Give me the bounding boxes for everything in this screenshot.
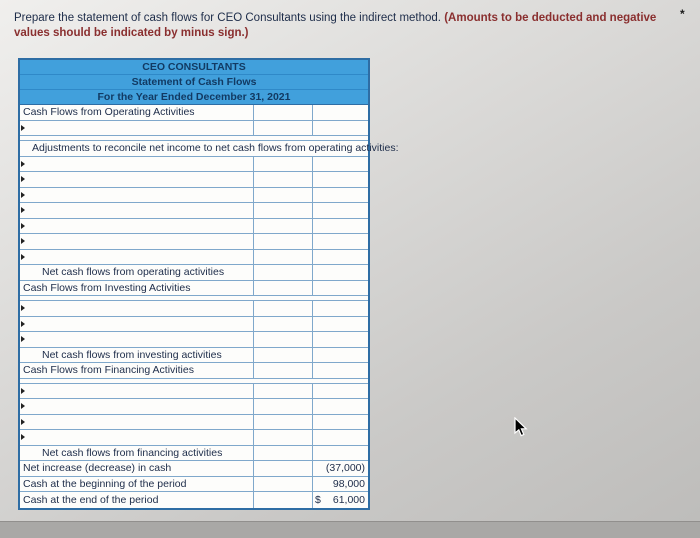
amount-cell-left (254, 265, 313, 280)
amount-cell-right[interactable] (313, 430, 368, 445)
row-label: Cash Flows from Operating Activities (23, 106, 195, 119)
amount-cell-right[interactable] (313, 415, 368, 430)
dropdown-arrow-icon (21, 125, 25, 131)
row-label-cell (20, 265, 254, 280)
dropdown-arrow-icon (21, 419, 25, 425)
amount-cell-right[interactable] (313, 250, 368, 265)
dropdown-arrow-icon (21, 161, 25, 167)
account-select-cell[interactable] (20, 317, 254, 332)
account-input-row (20, 203, 368, 219)
amount-cell-right[interactable] (313, 399, 368, 414)
row-label-cell (20, 141, 399, 156)
amount-cell-right (313, 446, 368, 461)
data-row (20, 492, 368, 508)
amount-cell-right[interactable] (313, 121, 368, 136)
amount-value: 61,000 (332, 493, 365, 506)
statement-period: For the Year Ended December 31, 2021 (20, 90, 368, 105)
cashflow-table-body (20, 105, 399, 508)
account-select-cell[interactable] (20, 172, 254, 187)
amount-value: 98,000 (332, 477, 365, 490)
dropdown-arrow-icon (21, 388, 25, 394)
row-label-cell (20, 446, 254, 461)
amount-cell-right[interactable] (313, 157, 368, 172)
row-label-cell (20, 363, 254, 378)
row-label-cell (20, 281, 254, 296)
amount-cell-left[interactable] (254, 415, 313, 430)
amount-cell-left[interactable] (254, 157, 313, 172)
cash-flow-statement-table (18, 58, 399, 510)
amount-cell-left[interactable] (254, 399, 313, 414)
row-label-cell (20, 477, 254, 492)
dropdown-arrow-icon (21, 305, 25, 311)
account-select-cell[interactable] (20, 250, 254, 265)
account-select-cell[interactable] (20, 234, 254, 249)
account-input-row (20, 172, 368, 188)
amount-cell-right (313, 348, 368, 363)
dropdown-arrow-icon (21, 254, 25, 260)
amount-cell-right[interactable] (313, 234, 368, 249)
row-label: Net cash flows from investing activities (42, 348, 222, 361)
subtotal-row (20, 348, 368, 364)
amount-cell-left (254, 446, 313, 461)
amount-cell-right (313, 492, 368, 508)
amount-cell-right[interactable] (313, 188, 368, 203)
account-input-row (20, 430, 368, 446)
amount-cell-left (254, 477, 313, 492)
footnote-marker: * (680, 7, 685, 21)
mouse-cursor-icon (514, 417, 530, 439)
label-row (20, 141, 399, 157)
amount-cell-left (254, 281, 313, 296)
amount-cell-left (254, 461, 313, 476)
account-select-cell[interactable] (20, 384, 254, 399)
amount-cell-left[interactable] (254, 121, 313, 136)
amount-cell-left (254, 105, 313, 120)
account-select-cell[interactable] (20, 203, 254, 218)
amount-cell-left[interactable] (254, 430, 313, 445)
amount-cell-left[interactable] (254, 250, 313, 265)
amount-cell-right (313, 105, 368, 120)
amount-cell-right[interactable] (313, 384, 368, 399)
amount-cell-right (313, 281, 368, 296)
amount-value: (37,000) (325, 462, 365, 475)
dropdown-arrow-icon (21, 336, 25, 342)
amount-cell-left[interactable] (254, 332, 313, 347)
amount-cell-right[interactable] (313, 317, 368, 332)
dropdown-arrow-icon (21, 434, 25, 440)
row-label-cell (20, 492, 254, 508)
account-select-cell[interactable] (20, 157, 254, 172)
amount-cell-right (313, 363, 368, 378)
section-row (20, 281, 368, 297)
row-label: Adjustments to reconcile net income to net cash flows from operating activities: (32, 142, 399, 155)
amount-cell-left[interactable] (254, 384, 313, 399)
amount-cell-right (313, 461, 368, 476)
account-select-cell[interactable] (20, 399, 254, 414)
dropdown-arrow-icon (21, 403, 25, 409)
row-label-cell (20, 348, 254, 363)
amount-cell-right (313, 477, 368, 492)
currency-symbol: $ (315, 493, 321, 506)
account-input-row (20, 301, 368, 317)
question-instructions (14, 11, 684, 41)
dropdown-arrow-icon (21, 238, 25, 244)
account-input-row (20, 415, 368, 431)
amount-cell-left[interactable] (254, 172, 313, 187)
amount-cell-left (254, 492, 313, 508)
account-input-row (20, 234, 368, 250)
account-select-cell[interactable] (20, 121, 254, 136)
section-row (20, 105, 368, 121)
amount-cell-right (313, 265, 368, 280)
instruction-emphasis: (Amounts to be deducted and negative values should be indicated by minus sign.) (14, 12, 657, 39)
amount-cell-left (254, 363, 313, 378)
account-input-row (20, 332, 368, 348)
account-select-cell[interactable] (20, 415, 254, 430)
account-select-cell[interactable] (20, 219, 254, 234)
row-label: Cash Flows from Investing Activities (23, 281, 191, 294)
amount-cell-left (254, 348, 313, 363)
account-input-row (20, 219, 368, 235)
row-label-cell (20, 105, 254, 120)
row-label: Cash at the beginning of the period (23, 477, 187, 490)
amount-cell-right[interactable] (313, 332, 368, 347)
account-input-row (20, 399, 368, 415)
row-label: Net cash flows from operating activities (42, 266, 225, 279)
row-label: Cash Flows from Financing Activities (23, 364, 194, 377)
amount-cell-right[interactable] (313, 301, 368, 316)
account-input-row (20, 121, 368, 137)
instruction-text: Prepare the statement of cash flows for CEO Consultants using the indirect method. (14, 12, 445, 24)
account-input-row (20, 317, 368, 333)
section-row (20, 363, 368, 379)
account-input-row (20, 384, 368, 400)
dropdown-arrow-icon (21, 321, 25, 327)
row-label: Net increase (decrease) in cash (23, 462, 172, 475)
dropdown-arrow-icon (21, 207, 25, 213)
amount-cell-left[interactable] (254, 301, 313, 316)
row-label: Net cash flows from financing activities (42, 446, 223, 459)
account-input-row (20, 157, 368, 173)
row-label-cell (20, 461, 254, 476)
dropdown-arrow-icon (21, 176, 25, 182)
amount-cell-right[interactable] (313, 219, 368, 234)
amount-cell-left[interactable] (254, 219, 313, 234)
account-input-row (20, 188, 368, 204)
amount-cell-left[interactable] (254, 317, 313, 332)
statement-company-name: CEO CONSULTANTS (20, 60, 368, 75)
amount-cell-left[interactable] (254, 234, 313, 249)
dropdown-arrow-icon (21, 223, 25, 229)
account-select-cell[interactable] (20, 332, 254, 347)
data-row (20, 461, 368, 477)
amount-cell-right[interactable] (313, 172, 368, 187)
account-select-cell[interactable] (20, 301, 254, 316)
amount-cell-left[interactable] (254, 203, 313, 218)
dropdown-arrow-icon (21, 192, 25, 198)
amount-cell-right[interactable] (313, 203, 368, 218)
account-select-cell[interactable] (20, 430, 254, 445)
statement-title: Statement of Cash Flows (20, 75, 368, 90)
subtotal-row (20, 446, 368, 462)
subtotal-row (20, 265, 368, 281)
account-select-cell[interactable] (20, 188, 254, 203)
row-label: Cash at the end of the period (23, 493, 159, 506)
amount-cell-left[interactable] (254, 188, 313, 203)
window-bottom-edge (0, 521, 700, 538)
data-row (20, 477, 368, 493)
account-input-row (20, 250, 368, 266)
